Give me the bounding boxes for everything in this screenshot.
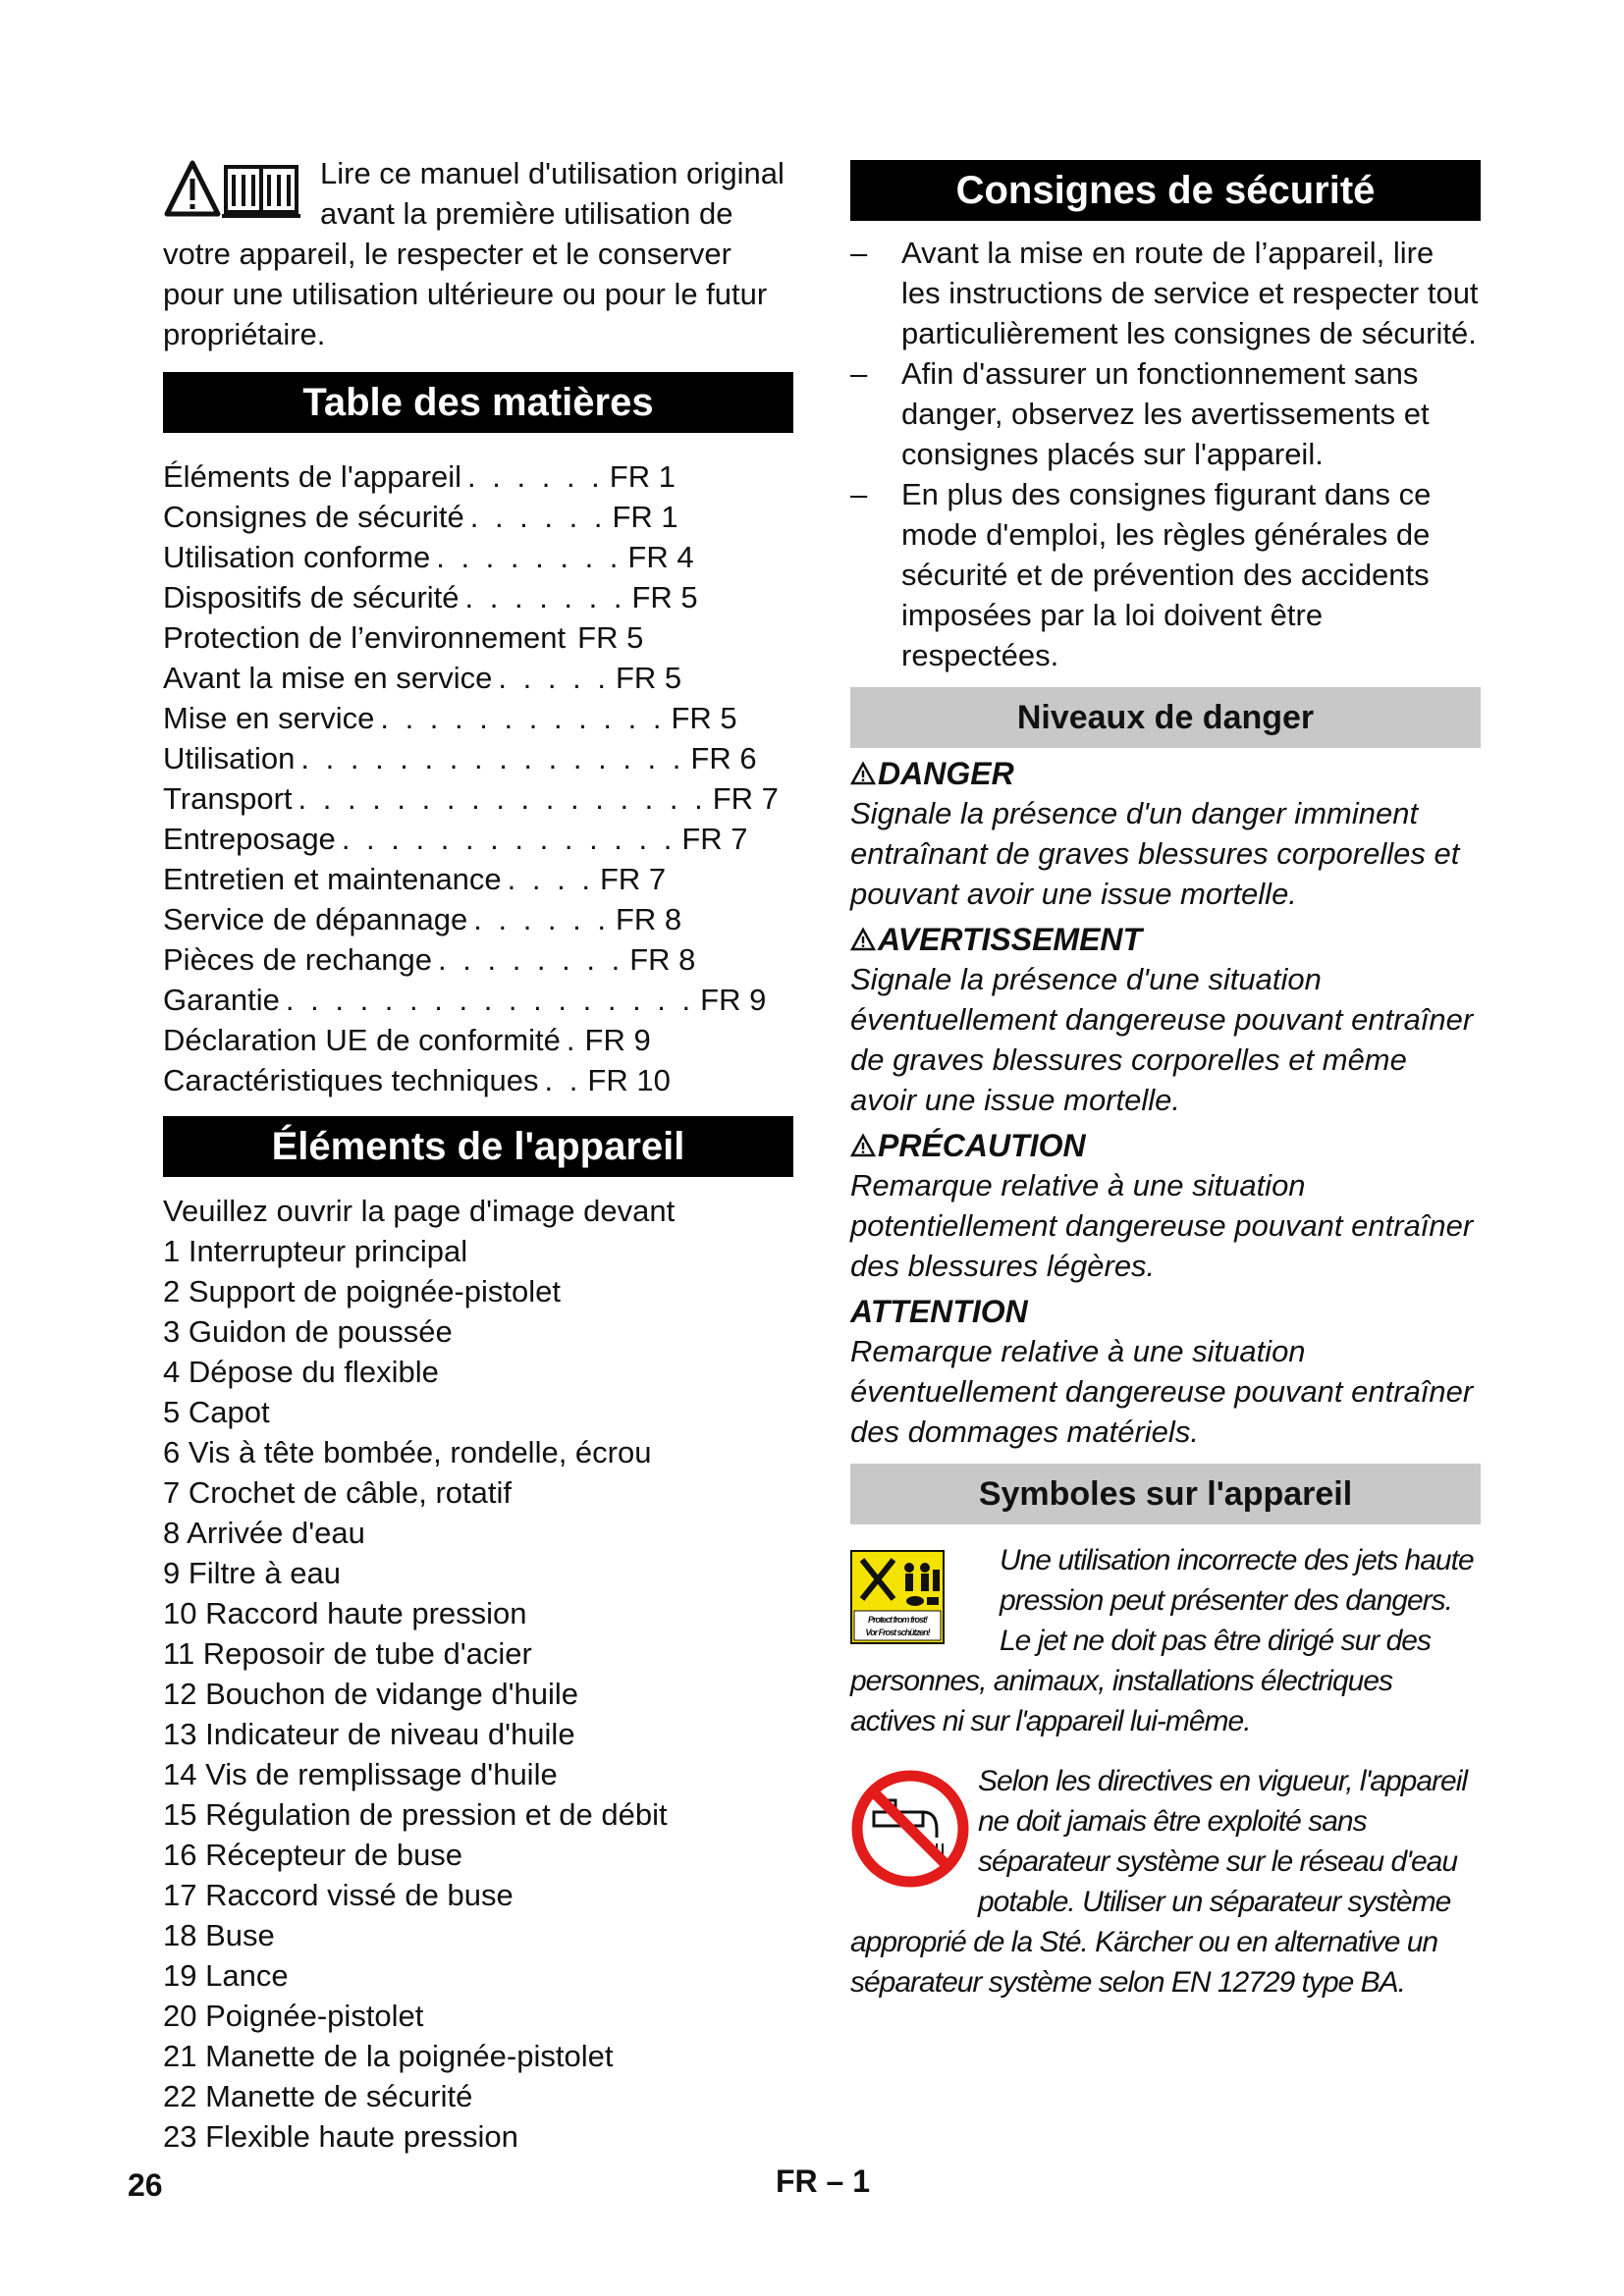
element-item: 13 Indicateur de niveau d'huile [163,1717,575,1751]
warning-triangle-icon [850,762,876,785]
element-item: 5 Capot [163,1395,270,1429]
manual-book-icon [222,167,300,216]
toc-item-page: FR 8 [629,942,696,977]
safety-list [850,233,1481,675]
danger-level-block [850,920,1481,1120]
danger-level-title [850,1126,1481,1165]
safety-bullet [850,474,1481,675]
toc-item [163,497,718,537]
toc-item-dots [566,617,577,658]
danger-level-block [850,1292,1481,1452]
toc-item [163,617,718,658]
toc-item [163,819,748,859]
left-column [163,153,793,2157]
toc-item-dots: . . . . . . . . . . . . [380,701,666,735]
toc-item [163,939,718,980]
toc-item [163,778,779,819]
element-item: 10 Raccord haute pression [163,1596,527,1630]
elements-intro: Veuillez ouvrir la page d'image devant [163,1194,676,1228]
toc-item-label: Dispositifs de sécurité [163,580,460,614]
element-item: 9 Filtre à eau [163,1556,341,1590]
toc-item-label: Utilisation [163,741,296,775]
intro-icons [163,157,310,226]
page-number: 26 [128,2167,163,2203]
danger-levels-list [850,754,1481,1452]
right-column [850,153,1481,2002]
toc-item [163,577,718,617]
toc-item-page: FR 5 [631,580,698,614]
toc-list [163,456,779,1100]
toc-item [163,537,718,577]
toc-item-label: Caractéristiques techniques [163,1063,539,1097]
toc-item-dots: . . . . . . [469,500,607,534]
toc-item [163,1060,718,1100]
toc-item-page: FR 7 [599,862,667,896]
element-item: 19 Lance [163,1958,289,1993]
element-item: 14 Vis de remplissage d'huile [163,1757,558,1791]
intro-text: Lire ce manuel d'utilisation original avant la première utilisation de votre appareil, le respecter et le conserver pour une utilisation ultérieure ou pour le futur propriétaire. [163,156,785,351]
danger-level-title [850,1292,1481,1331]
toc-item-dots: . . . . . . [473,902,610,936]
toc-item-label: Pièces de rechange [163,942,433,977]
toc-item [163,456,718,497]
toc-item-label: Déclaration UE de conformité [163,1023,561,1057]
safety-bullet [850,353,1481,474]
danger-level-text: Remarque relative à une situation éventuellement dangereuse pouvant entraîner des dommages matériels. [850,1334,1474,1449]
safety-bullet [850,233,1481,353]
element-item: 4 Dépose du flexible [163,1355,439,1389]
toc-item-page: FR 5 [671,701,737,735]
toc-item-dots: . . . . [507,862,594,896]
toc-item-page: FR 1 [609,459,676,494]
high-pressure-warning-label [850,1550,988,1646]
toc-item-label: Garantie [163,983,280,1017]
safety-bullet-text: Afin d'assurer un fonctionnement sans danger, observez les avertissements et consignes placés sur l'appareil. [901,356,1430,471]
element-item: 17 Raccord vissé de buse [163,1878,514,1912]
bullet-dash: – [850,356,868,391]
toc-item-page: FR 4 [627,540,694,574]
toc-item [163,859,718,899]
danger-level-title [850,920,1481,959]
toc-item-label: Mise en service [163,701,375,735]
warning-triangle-icon [850,928,876,951]
toc-item-label: Entretien et maintenance [163,862,502,896]
toc-item-page: FR 9 [584,1023,651,1057]
warning-triangle-icon [167,163,218,214]
no-drinking-water-connection-icon [850,1769,970,1889]
symbol-text-jet: Une utilisation incorrecte des jets haute pression peut présenter des dangers. Le jet ne doit pas être dirigé sur des personnes, animaux, installations électriques actives ni sur l'appareil lui-même. [850,1544,1474,1737]
element-item: 16 Récepteur de buse [163,1838,463,1872]
toc-item-label: Entreposage [163,822,336,856]
element-item: 11 Reposoir de tube d'acier [163,1636,532,1671]
symbol-text-water: Selon les directives en vigueur, l'appareil ne doit jamais être exploité sans séparateur système sur le réseau d'eau potable. Utiliser un séparateur système approprié de la Sté. Kärcher ou en alternative un séparateur système selon EN 12729 type BA. [850,1765,1468,1999]
danger-level-text: Signale la présence d'une situation éventuellement dangereuse pouvant entraîner de graves blessures corporelles et même avoir une issue mortelle. [850,962,1474,1117]
toc-item-page: FR 5 [615,661,682,695]
element-item: 15 Régulation de pression et de débit [163,1797,668,1832]
danger-level-text: Remarque relative à une situation potentiellement dangereuse pouvant entraîner des blessures légères. [850,1168,1474,1283]
elements-title: Éléments de l'appareil [163,1116,793,1177]
element-item: 21 Manette de la poignée-pistolet [163,2039,614,2073]
element-item: 18 Buse [163,1918,275,1952]
toc-item-dots: . . . . . . . . . . . . . . [341,822,677,856]
toc-item-label: Service de dépannage [163,902,468,936]
toc-item-page: FR 6 [690,741,757,775]
toc-item-dots: . . . . . . . . . . . . . . . . . [285,983,695,1017]
symbol-row-water [850,1761,1481,2002]
safety-bullet-text: En plus des consignes figurant dans ce mode d'emploi, les règles générales de sécurité et de prévention des accidents imposées par la loi doivent être respectées. [901,477,1432,672]
label-text-1: Protect from frost! [867,1615,928,1625]
danger-level-text: Signale la présence d'un danger imminent entraînant de graves blessures corporelles et pouvant avoir une issue mortelle. [850,796,1460,911]
warning-triangle-icon [850,1134,876,1157]
toc-title: Table des matières [163,372,793,433]
label-text-2: Vor Frost schützen! [865,1628,930,1637]
page-code: FR – 1 [776,2163,871,2199]
safety-bullet-text: Avant la mise en route de l’appareil, lire les instructions de service et respecter tout particulièrement les consignes de sécurité. [901,236,1479,350]
toc-item-dots: . [566,1023,579,1057]
toc-item [163,738,757,778]
toc-item-dots: . . . . . . [467,459,604,494]
element-item: 3 Guidon de poussée [163,1314,453,1349]
intro-notice [163,153,793,354]
elements-list [163,1231,793,2157]
toc-item-label: Transport [163,781,293,816]
danger-level-label: AVERTISSEMENT [878,922,1143,957]
element-item: 1 Interrupteur principal [163,1234,468,1268]
element-item: 20 Poignée-pistolet [163,1999,424,2033]
danger-level-label: ATTENTION [850,1294,1028,1329]
toc-item-label: Avant la mise en service [163,661,493,695]
element-item: 23 Flexible haute pression [163,2119,518,2154]
element-item: 6 Vis à tête bombée, rondelle, écrou [163,1435,652,1469]
danger-level-block [850,754,1481,914]
toc-item-dots: . . [544,1063,582,1097]
toc-item [163,899,718,939]
toc-item [163,698,737,738]
toc-item [163,1020,718,1060]
toc-item-dots: . . . . . . . [464,580,626,614]
toc-item-label: Consignes de sécurité [163,500,464,534]
toc-item [163,980,767,1020]
toc-item-page: FR 1 [612,500,678,534]
danger-level-title [850,754,1481,793]
toc-item-page: FR 7 [681,822,748,856]
toc-item-dots: . . . . . . . . . . . . . . . . [300,741,685,775]
safety-title: Consignes de sécurité [850,160,1481,221]
danger-level-block [850,1126,1481,1286]
toc-item-dots: . . . . . [498,661,610,695]
toc-item-label: Utilisation conforme [163,540,431,574]
bullet-dash: – [850,477,868,511]
toc-item-page: FR 7 [712,781,779,816]
bullet-dash: – [850,236,868,270]
toc-item-page: FR 10 [587,1063,671,1097]
toc-item-page: FR 9 [700,983,767,1017]
element-item: 12 Bouchon de vidange d'huile [163,1677,579,1711]
symbols-title: Symboles sur l'appareil [850,1464,1481,1524]
toc-item-label: Éléments de l'appareil [163,459,462,494]
toc-item-page: FR 8 [616,902,682,936]
toc-item-dots: . . . . . . . . . . . . . . . . . [298,781,707,816]
danger-levels-title: Niveaux de danger [850,687,1481,748]
danger-level-label: PRÉCAUTION [878,1128,1086,1163]
toc-item [163,658,718,698]
symbol-row-jet [850,1540,1481,1741]
element-item: 2 Support de poignée-pistolet [163,1274,562,1308]
toc-item-label: Protection de l’environnement [163,620,567,655]
element-item: 7 Crochet de câble, rotatif [163,1475,512,1510]
danger-level-label: DANGER [878,756,1014,791]
toc-item-page: FR 5 [577,620,644,655]
toc-wrap [163,456,779,1100]
toc-item-dots: . . . . . . . . [436,540,623,574]
element-item: 22 Manette de sécurité [163,2079,473,2113]
toc-item-dots: . . . . . . . . [438,942,624,977]
element-item: 8 Arrivée d'eau [163,1516,365,1550]
